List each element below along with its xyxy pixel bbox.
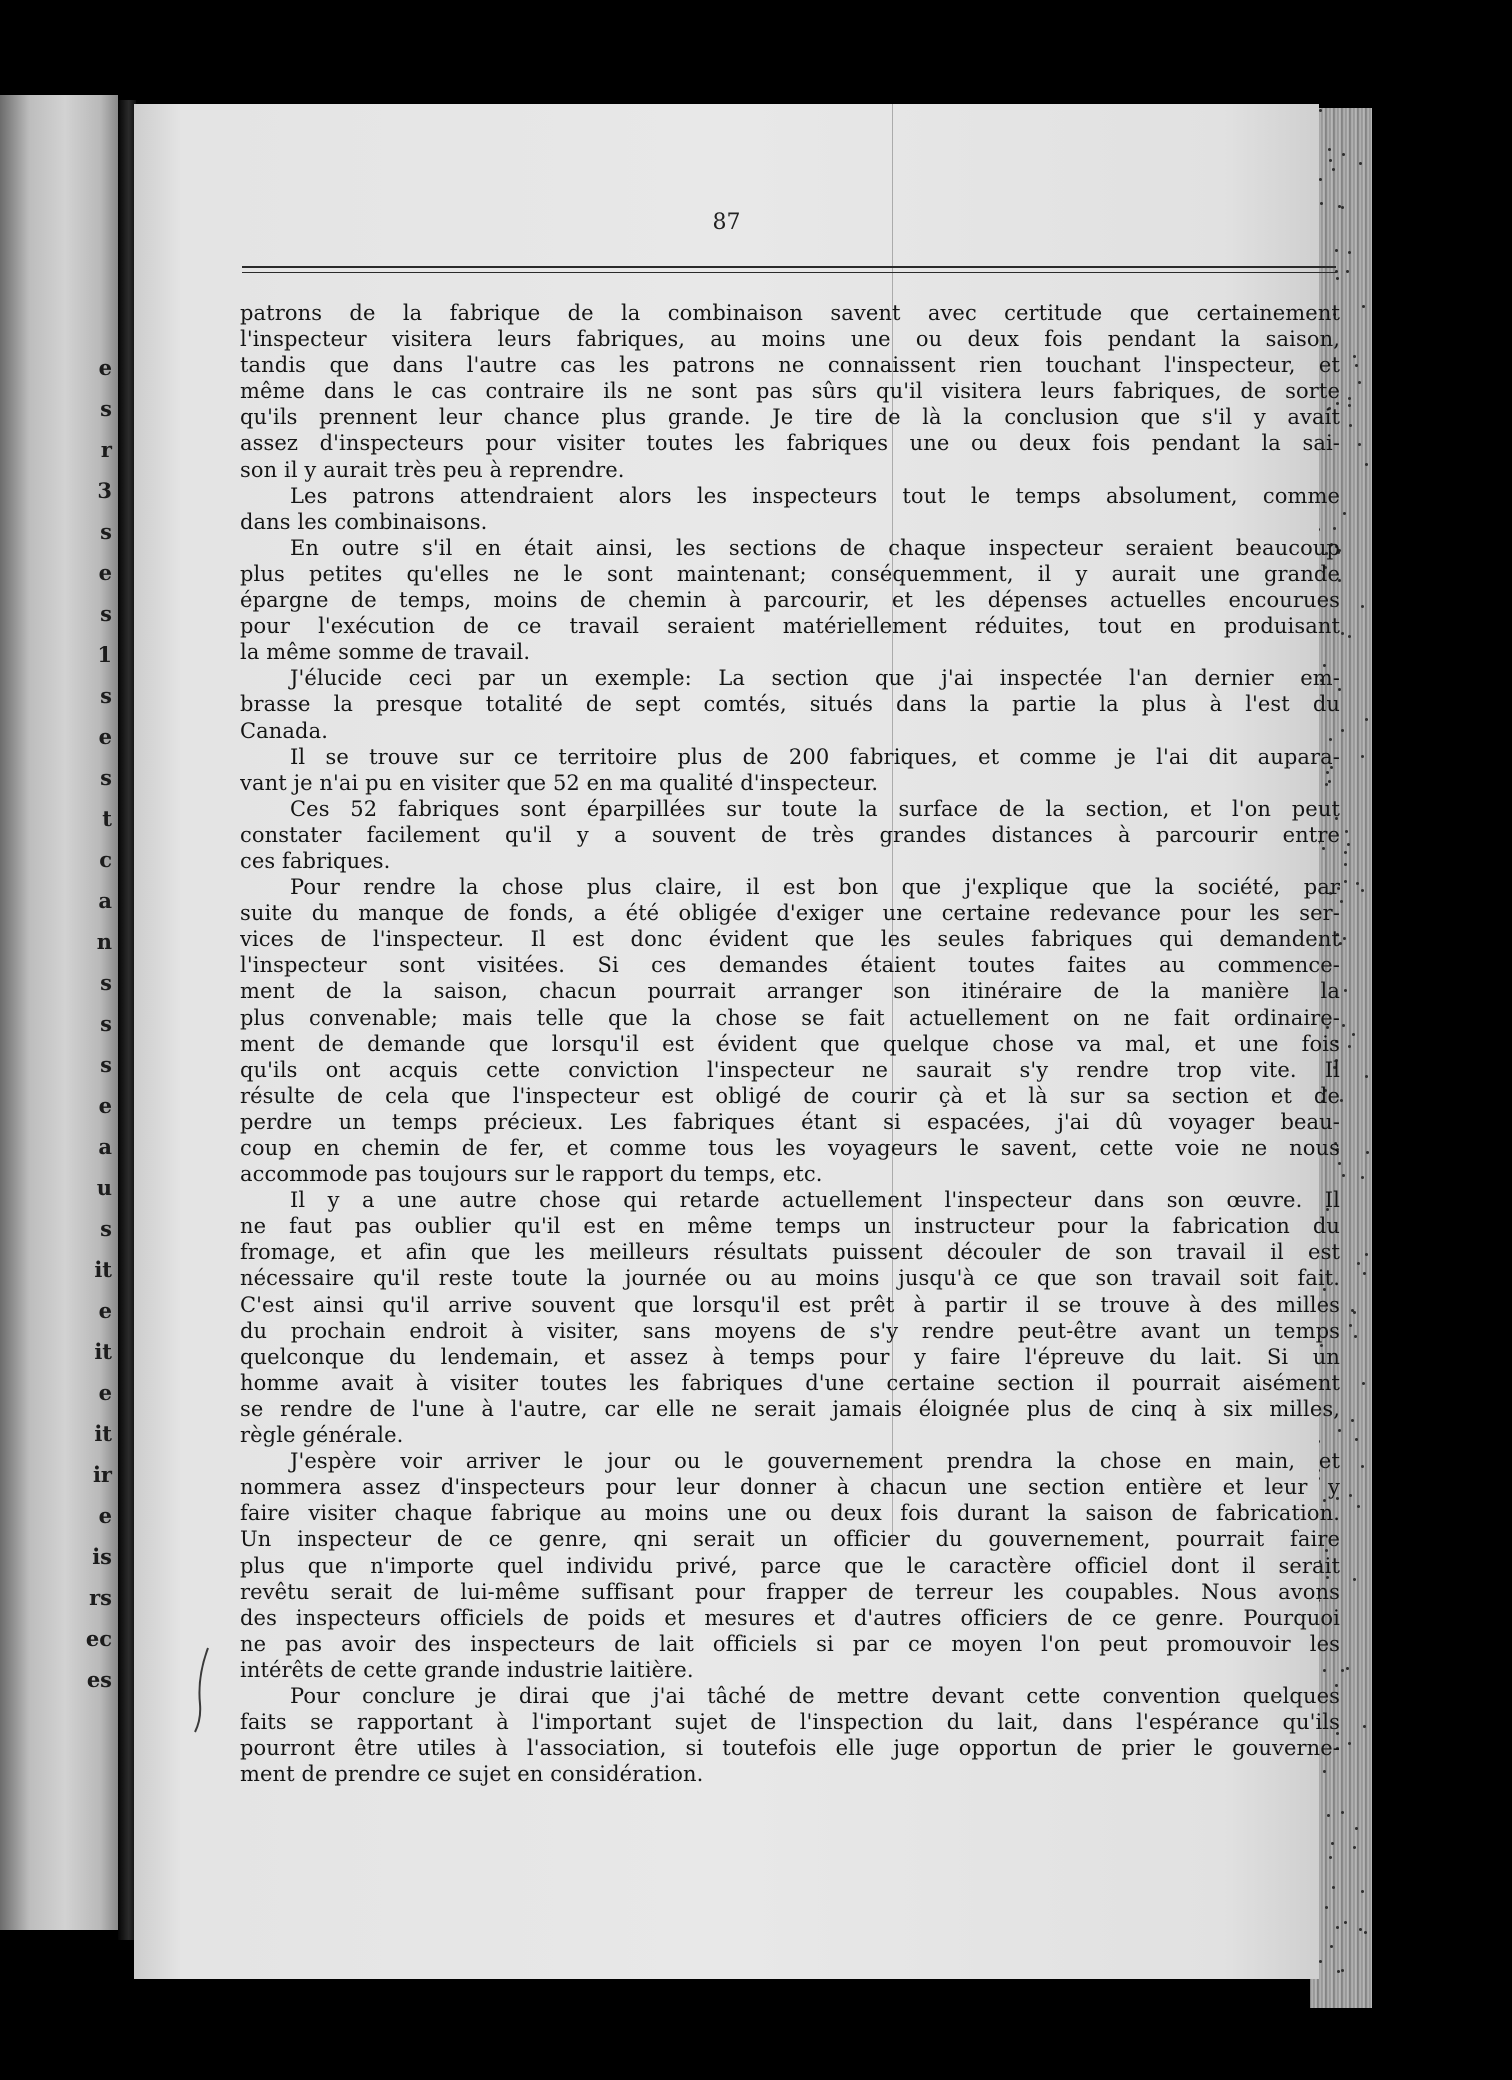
edge-speck [1351,1309,1354,1312]
edge-speck [1346,1667,1349,1670]
edge-speck [1344,989,1347,992]
edge-speck [1343,512,1346,515]
edge-speck [1346,270,1349,273]
edge-speck [1363,1725,1366,1728]
facing-page-fragment: 3 [97,478,112,503]
paragraph [240,1683,1340,1787]
header-rule [242,266,1336,268]
edge-speck [1362,1382,1365,1385]
edge-speck [1342,153,1345,156]
text-line: nommera assez d'inspecteurs pour leur donner à chacun une section entière et leur y [240,1475,1340,1500]
edge-speck [1361,1465,1364,1468]
edge-speck [1345,830,1348,833]
edge-speck [1330,1945,1333,1948]
facing-page-fragment: t [102,806,112,831]
facing-page-fragment: rs [89,1585,112,1610]
facing-page-fragment: n [96,929,112,954]
edge-speck [1365,718,1368,721]
edge-speck [1320,202,1323,205]
edge-speck [1358,381,1361,384]
text-line: perdre un temps précieux. Les fabriques étant si espacées, j'ai dû voyager beau- [240,1109,1340,1134]
edge-speck [1359,1928,1362,1931]
text-line: Un inspecteur de ce genre, qni serait un officier du gouvernement, pourrait faire [240,1527,1340,1552]
paragraph [240,744,1340,796]
edge-speck [1357,1505,1360,1508]
facing-page-fragment: e [98,560,112,585]
facing-page-fragment: es [86,1667,112,1692]
text-line: ne pas avoir des inspecteurs de lait officiels si par ce moyen l'on peut promouvoir les [240,1631,1340,1656]
edge-speck [1355,1438,1358,1441]
text-line: homme avait à visiter toutes les fabriques d'une certaine section il pourrait aisément [240,1370,1340,1395]
edge-speck [1344,1921,1347,1924]
edge-speck [1356,882,1359,885]
edge-speck [1342,1024,1345,1027]
edge-speck [1342,1174,1345,1177]
edge-speck [1352,1033,1355,1036]
edge-speck [1357,1262,1360,1265]
edge-speck [1363,1272,1366,1275]
text-line: dans les combinaisons. [240,509,488,534]
edge-speck [1355,364,1358,367]
edge-speck [1348,404,1351,407]
facing-page-fragment: s [100,396,112,421]
edge-speck [1366,1151,1369,1154]
edge-speck [1336,277,1339,280]
text-line: Canada. [240,718,328,743]
edge-speck [1329,1856,1332,1859]
text-line: son il y aurait très peu à reprendre. [240,457,625,482]
text-line: J'élucide ceci par un exemple: La section que j'ai inspectée l'an dernier em- [290,666,1340,691]
text-line: tandis que dans l'autre cas les patrons ne connaissent rien touchant l'inspecteur, et [240,353,1340,378]
text-line: ne faut pas oublier qu'il est en même temps un instructeur pour la fabrication du [240,1214,1340,1239]
text-line: qu'ils prennent leur chance plus grande. Je tire de là la conclusion que s'il y avait [240,405,1340,430]
text-line: patrons de la fabrique de la combinaison savent avec certitude que certainement [240,301,1340,325]
paragraph [240,665,1340,743]
edge-speck [1344,851,1347,854]
facing-page-fragment: it [94,1257,112,1282]
facing-page-fragment: a [98,1134,112,1159]
edge-speck [1365,1253,1368,1256]
edge-speck [1344,880,1347,883]
edge-speck [1319,1960,1322,1963]
edge-speck [1348,1742,1351,1745]
text-line: pour l'exécution de ce travail seraient matériellement réduites, tout en produisant [240,614,1340,639]
edge-speck [1341,1969,1344,1972]
text-line: ment de demande que lorsqu'il est évident que quelque chose va mal, et une fois [240,1031,1340,1056]
text-line: plus petites qu'elles ne le sont maintenant; conséquemment, il y aurait une grande [240,561,1340,586]
edge-speck [1336,1926,1339,1929]
text-line: plus convenable; mais telle que la chose se fait actuellement on ne fait ordinaire- [240,1005,1340,1030]
text-line: l'inspecteur visitera leurs fabriques, au moins une ou deux fois pendant la saison, [240,327,1340,352]
text-line: nécessaire qu'il reste toute la journée ou au moins jusqu'à ce que son travail soit fait. [240,1266,1340,1291]
text-line: se rendre de l'une à l'autre, car elle ne serait jamais éloignée plus de cinq à six milles, [240,1396,1340,1421]
text-line: l'inspecteur sont visitées. Si ces demandes étaient toutes faites au commence- [240,953,1340,978]
text-line: pourront être utiles à l'association, si toutefois elle juge opportun de prier le gouverne- [240,1736,1340,1761]
text-line: brasse la presque totalité de sept comtés, situés dans la partie la plus à l'est du [240,692,1340,717]
facing-page-fragment: e [98,1298,112,1323]
text-line: Pour conclure je dirai que j'ai tâché de mettre devant cette convention quelques [290,1683,1340,1708]
facing-page-fragment: u [96,1175,112,1200]
edge-speck [1337,1970,1340,1973]
edge-speck [1353,1578,1356,1581]
edge-speck [1329,159,1332,162]
edge-speck [1349,1494,1352,1497]
edge-speck [1335,249,1338,252]
text-line: résulte de cela que l'inspecteur est obligé de courir çà et là sur sa section et de [240,1083,1340,1108]
edge-speck [1353,1846,1356,1849]
edge-speck [1325,1906,1328,1909]
text-line: qu'ils ont acquis cette conviction l'inspecteur ne saurait s'y rendre trop vite. Il [240,1057,1340,1082]
paragraph [240,874,1340,1187]
edge-speck [1362,305,1365,308]
facing-page-fragment: s [100,765,112,790]
text-line: assez d'inspecteurs pour visiter toutes les fabriques une ou deux fois pendant la sai- [240,431,1340,456]
edge-speck [1365,463,1368,466]
facing-page-fragment: s [100,519,112,544]
text-line: ment de prendre ce sujet en considération. [240,1762,704,1787]
edge-speck [1319,178,1322,181]
edge-speck [1340,900,1343,903]
edge-speck [1341,1811,1344,1814]
edge-speck [1341,729,1344,732]
text-line: quelconque du lendemain, et assez à temps pour y faire l'épreuve du lait. Si un [240,1344,1340,1369]
text-line: épargne de temps, moins de chemin à parcourir, et les dépenses actuelles encourues [240,588,1340,613]
facing-page-fragment: e [98,1093,112,1118]
text-line: Les patrons attendraient alors les inspecteurs tout le temps absolument, comme [290,483,1340,508]
edge-speck [1348,251,1351,254]
text-line: règle générale. [240,1423,404,1448]
edge-speck [1319,109,1322,112]
text-line: constater facilement qu'il y a souvent de très grandes distances à parcourir entre [240,822,1340,847]
text-line: ces fabriques. [240,848,391,873]
edge-speck [1359,162,1362,165]
edge-speck [1361,1890,1364,1893]
edge-speck [1343,937,1346,940]
text-line: C'est ainsi qu'il arrive souvent que lorsqu'il est prêt à partir il se trouve à des milles [240,1292,1340,1317]
edge-speck [1354,1335,1357,1338]
edge-speck [1332,168,1335,171]
edge-speck [1361,1176,1364,1179]
text-line: J'espère voir arriver le jour ou le gouvernement prendra la chose en main, et [290,1449,1340,1474]
facing-page-fragment: s [100,1216,112,1241]
header-rule-thin [242,272,1336,273]
paragraph [240,1448,1340,1683]
text-line: En outre s'il en était ainsi, les sections de chaque inspecteur seraient beaucoup [290,535,1340,560]
text-line: fromage, et afin que les meilleurs résultats puissent découler de son travail il est [240,1240,1340,1265]
edge-speck [1353,355,1356,358]
book-page [134,104,1340,1979]
text-line: faits se rapportant à l'important sujet de l'inspection du lait, dans l'espérance qu'ils [240,1710,1340,1735]
edge-speck [1351,1419,1354,1422]
text-line: accommode pas toujours sur le rapport du temps, etc. [240,1162,823,1187]
paragraph [240,300,1340,483]
text-line: Il y a une autre chose qui retarde actuellement l'inspecteur dans son œuvre. Il [290,1188,1340,1213]
edge-speck [1349,424,1352,427]
edge-speck [1355,1827,1358,1830]
facing-page-fragment: ec [85,1626,112,1651]
text-line: Ces 52 fabriques sont éparpillées sur toute la surface de la section, et l'on peut [290,796,1340,821]
edge-speck [1347,843,1350,846]
handwritten-margin-mark [192,1644,214,1734]
facing-page-fragment: s [100,683,112,708]
edge-speck [1332,1886,1335,1889]
edge-speck [1365,1075,1368,1078]
paragraph [240,535,1340,665]
edge-speck [1327,1814,1330,1817]
edge-speck [1358,443,1361,446]
text-line: faire visiter chaque fabrique au moins une ou deux fois durant la saison de fabrication. [240,1501,1340,1526]
edge-speck [1328,148,1331,151]
text-line: la même somme de travail. [240,640,531,665]
text-line: vant je n'ai pu en visiter que 52 en ma qualité d'inspecteur. [240,770,879,795]
facing-page-fragment: e [98,1503,112,1528]
page-number: 87 [712,210,741,235]
paragraph [240,1187,1340,1448]
text-line: du prochain endroit à visiter, sans moyens de s'y rendre peut-être avant un temps [240,1318,1340,1343]
facing-page-fragment: c [99,847,112,872]
edge-speck [1348,1045,1351,1048]
edge-speck [1349,1324,1352,1327]
facing-page-fragment: is [92,1544,112,1569]
paragraph [240,796,1340,874]
facing-page-text-fragments [86,95,116,1930]
edge-speck [1340,1099,1343,1102]
text-line: ment de la saison, chacun pourrait arranger son itinéraire de la manière la [240,979,1340,1004]
edge-speck [1348,397,1351,400]
text-line: plus que n'importe quel individu privé, parce que le caractère officiel dont il serait [240,1553,1340,1578]
facing-page-fragment: e [98,1380,112,1405]
facing-page-fragment: ir [92,1462,112,1487]
edge-speck [1341,206,1344,209]
text-line: revêtu serait de lui-même suffisant pour frapper de terreur les coupables. Nous avons [240,1579,1340,1604]
facing-page-fragment: s [100,1052,112,1077]
text-line: coup en chemin de fer, et comme tous les voyageurs le savent, cette voie ne nous [240,1136,1340,1160]
text-line: Pour rendre la chose plus claire, il est bon que j'explique que la société, par [290,875,1340,900]
facing-page-fragment: e [98,724,112,749]
edge-speck [1361,605,1364,608]
edge-speck [1361,889,1364,892]
page-body-text [240,300,1340,1787]
facing-page-fragment: it [94,1421,112,1446]
edge-speck [1331,1842,1334,1845]
facing-page-fragment: it [94,1339,112,1364]
facing-page-fragment: s [100,1011,112,1036]
edge-speck [1348,635,1351,638]
edge-speck [1341,632,1344,635]
facing-page-strip [0,95,118,1930]
facing-page-fragment: e [98,355,112,380]
facing-page-fragment: s [100,601,112,626]
facing-page-fragment: a [98,888,112,913]
edge-speck [1364,1931,1367,1934]
text-line: Il se trouve sur ce territoire plus de 200 fabriques, et comme je l'ai dit aupara- [290,744,1340,769]
edge-speck [1341,1669,1344,1672]
facing-page-fragment: r [100,437,112,462]
facing-page-fragment: s [100,970,112,995]
text-line: suite du manque de fonds, a été obligée d'exiger une certaine redevance pour les ser- [240,901,1340,926]
facing-page-fragment: 1 [97,642,112,667]
paragraph [240,483,1340,535]
text-line: des inspecteurs officiels de poids et mesures et d'autres officiers de ce genre. Pourquoi [240,1605,1340,1630]
text-line: vices de l'inspecteur. Il est donc évident que les seules fabriques qui demandent [240,927,1340,952]
edge-speck [1361,755,1364,758]
text-line: intérêts de cette grande industrie laitière. [240,1657,694,1682]
text-line: même dans le cas contraire ils ne sont pas sûrs qu'il visitera leurs fabriques, de sorte [240,379,1340,404]
edge-speck [1344,863,1347,866]
